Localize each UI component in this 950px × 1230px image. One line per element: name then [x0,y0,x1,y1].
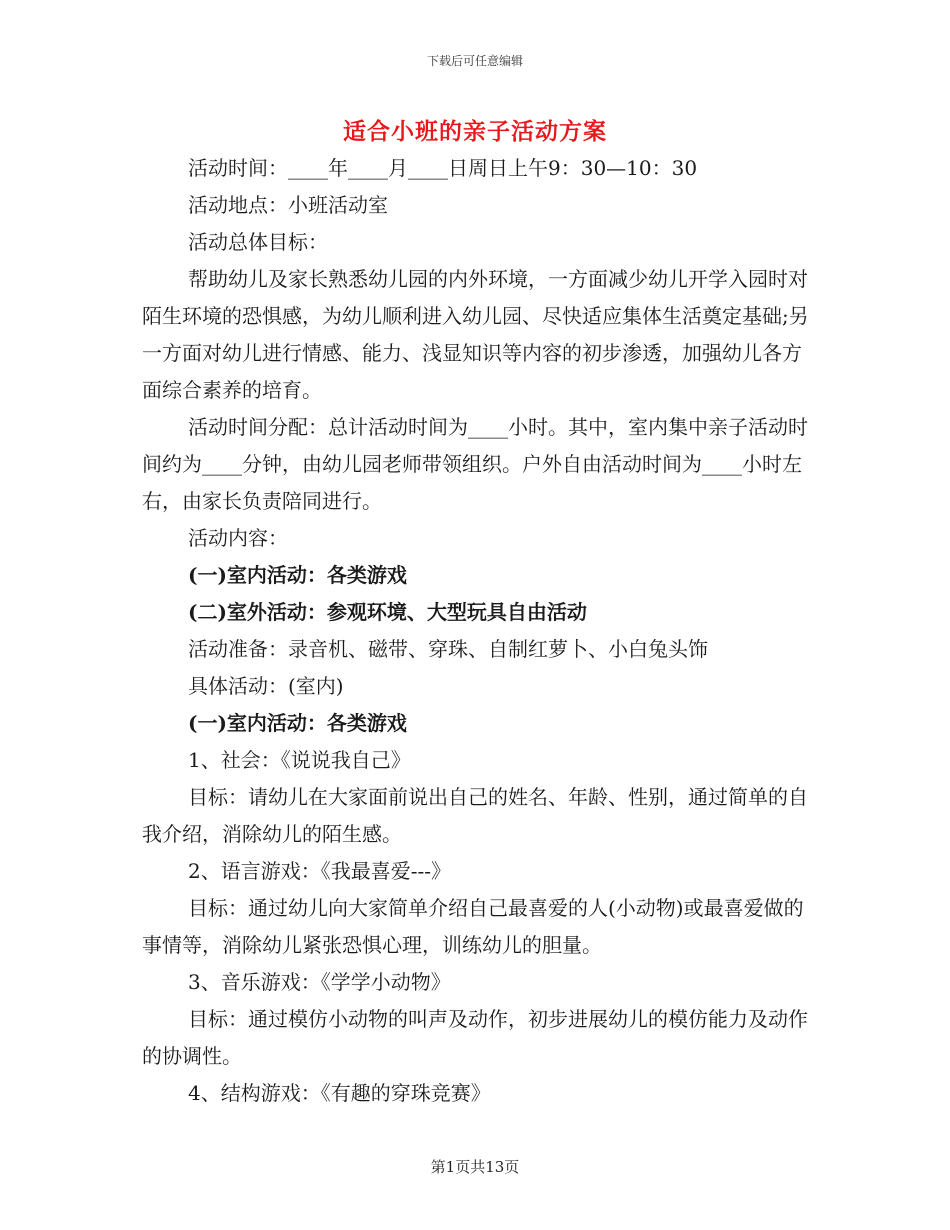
game-3-goal: 目标：通过模仿小动物的叫声及动作，初步进展幼儿的模仿能力及动作的协调性。 [142,1007,808,1068]
game-1-title: 1、社会：《说说我自己》 [188,748,411,772]
game-4-title: 4、结构游戏：《有趣的穿珠竞赛》 [188,1081,491,1105]
document-title: 适合小班的亲子活动方案 [343,118,607,145]
outdoor-activity-heading: (二)室外活动：参观环境、大型玩具自由活动 [188,600,587,624]
document-body [142,150,810,1112]
game-2-title: 2、语言游戏：《我最喜爱---》 [188,859,451,883]
game-3-title: 3、音乐游戏：《学学小动物》 [188,970,451,994]
page-footer: 第1页共13页 [430,1158,520,1176]
specific-activities: 具体活动：(室内) [188,674,344,698]
activity-preparation: 活动准备：录音机、磁带、穿珠、自制红萝卜、小白兔头饰 [188,637,708,661]
indoor-activity-heading: (一)室内活动：各类游戏 [188,563,407,587]
page-header: 下载后可任意编辑 [426,54,523,68]
activity-location: 活动地点：小班活动室 [188,193,388,217]
time-allocation: 活动时间分配：总计活动时间为____小时。其中，室内集中亲子活动时间约为____分钟，由幼儿园老师带领组织。户外自由活动时间为____小时左右，由家长负责陪同进行。 [142,415,808,513]
activity-time: 活动时间：____年____月____日周日上午9：30—10：30 [188,156,698,180]
overall-goal-text: 帮助幼儿及家长熟悉幼儿园的内外环境，一方面减少幼儿开学入园时对陌生环境的恐惧感，为幼儿顺利进入幼儿园、尽快适应集体生活奠定基础;另一方面对幼儿进行情感、能力、浅显知识等内容的初步渗透，加强幼儿各方面综合素养的培育。 [142,267,809,402]
game-1-goal: 目标：请幼儿在大家面前说出自己的姓名、年龄、性别，通过简单的自我介绍，消除幼儿的陌生感。 [142,785,808,846]
content-heading: 活动内容： [188,526,288,550]
overall-goal-heading: 活动总体目标： [188,230,328,254]
game-2-goal: 目标：通过幼儿向大家简单介绍自己最喜爱的人(小动物)或最喜爱做的事情等，消除幼儿紧张恐惧心理，训练幼儿的胆量。 [142,896,804,957]
indoor-activity-heading-2: (一)室内活动：各类游戏 [188,711,407,735]
